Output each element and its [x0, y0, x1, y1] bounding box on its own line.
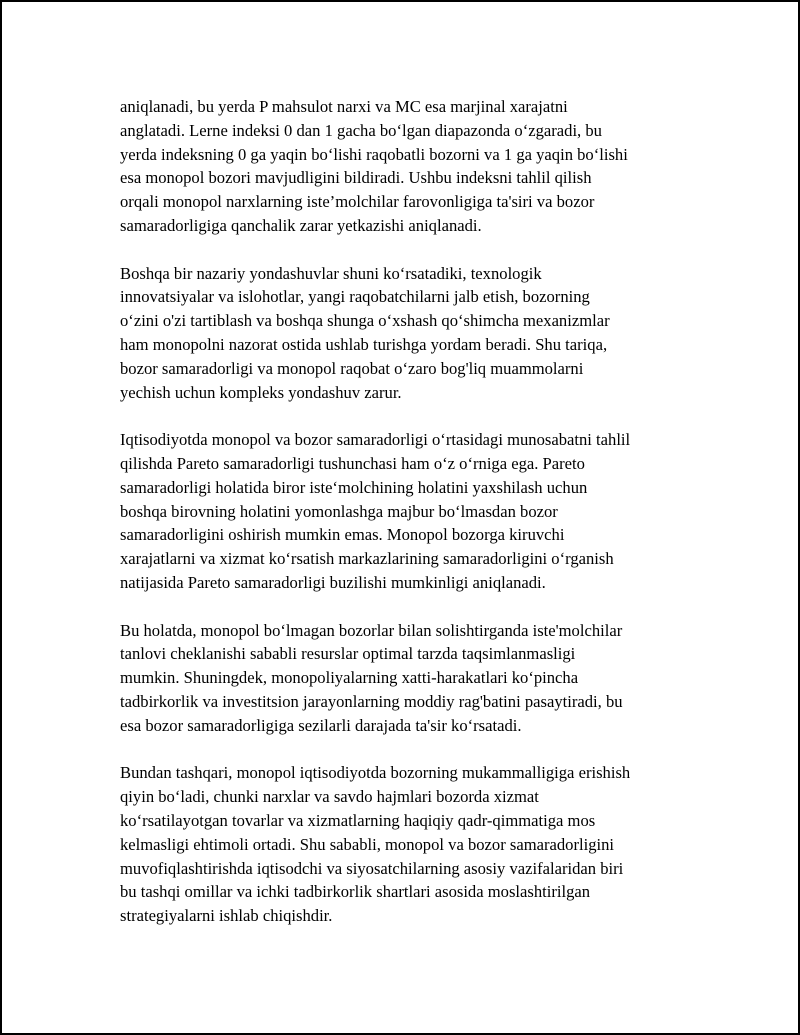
text-line: qiyin bo‘ladi, chunki narxlar va savdo hajmlari bozorda xizmat	[120, 787, 539, 807]
text-line: Iqtisodiyotda monopol va bozor samaradorligi o‘rtasidagi munosabatni tahlil	[120, 430, 631, 450]
text-line: boshqa birovning holatini yomonlashga majbur bo‘lmasdan bozor	[120, 501, 558, 521]
text-line: kelmasligi ehtimoli ortadi. Shu sababli, monopol va bozor samaradorligini	[120, 834, 615, 854]
text-line: aniqlanadi, bu yerda P mahsulot narxi va MC esa marjinal xarajatni	[120, 97, 568, 116]
text-line: samaradorligini oshirish mumkin emas. Monopol bozorga kiruvchi	[120, 525, 565, 545]
paragraph-1	[120, 95, 706, 238]
text-line: qilishda Pareto samaradorligi tushunchasi ham o‘z o‘rniga ega. Pareto	[120, 453, 585, 473]
text-line: o‘zini o'zi tartiblash va boshqa shunga o‘xshash qo‘shimcha mexanizmlar	[120, 311, 610, 331]
text-line: strategiyalarni ishlab chiqishdir.	[120, 906, 333, 926]
text-line: ko‘rsatilayotgan tovarlar va xizmatlarning haqiqiy qadr-qimmatiga mos	[120, 810, 596, 830]
text-line: Boshqa bir nazariy yondashuvlar shuni ko‘rsatadiki, texnologik	[120, 263, 542, 283]
text-line: tadbirkorlik va investitsion jarayonlarning moddiy rag'batini pasaytiradi, bu	[120, 691, 623, 711]
text-line: yerda indeksning 0 ga yaqin bo‘lishi raqobatli bozorni va 1 ga yaqin bo‘lishi	[120, 144, 628, 164]
text-line: Bundan tashqari, monopol iqtisodiyotda bozorning mukammalligiga erishish	[120, 763, 631, 783]
text-line: samaradorligiga qanchalik zarar yetkazishi aniqlanadi.	[120, 215, 482, 235]
text-line: bu tashqi omillar va ichki tadbirkorlik shartlari asosida moslashtirilgan	[120, 882, 591, 902]
text-line: natijasida Pareto samaradorligi buzilishi mumkinligi aniqlanadi.	[120, 572, 546, 592]
paragraph-3	[120, 428, 706, 595]
text-line: tanlovi cheklanishi sababli resurslar optimal tarzda taqsimlanmasligi	[120, 644, 576, 664]
text-line: bozor samaradorligi va monopol raqobat o‘zaro bog'liq muammolarni	[120, 358, 584, 378]
text-line: xarajatlarni va xizmat ko‘rsatish markazlarining samaradorligini o‘rganish	[120, 549, 614, 569]
paragraph-5	[120, 761, 706, 928]
paragraph-2	[120, 262, 706, 405]
text-line: mumkin. Shuningdek, monopoliyalarning xatti-harakatlari ko‘pincha	[120, 668, 579, 688]
text-line: orqali monopol narxlarning iste’molchilar farovonligiga ta'siri va bozor	[120, 192, 595, 212]
document-body	[120, 95, 706, 952]
text-line: esa monopol bozori mavjudligini bildiradi. Ushbu indeksni tahlil qilish	[120, 168, 592, 188]
text-line: esa bozor samaradorligiga sezilarli darajada ta'sir ko‘rsatadi.	[120, 715, 522, 735]
text-line: muvofiqlashtirishda iqtisodchi va siyosatchilarning asosiy vazifalaridan biri	[120, 858, 624, 878]
paragraph-4	[120, 619, 706, 738]
text-line: innovatsiyalar va islohotlar, yangi raqobatchilarni jalb etish, bozorning	[120, 287, 590, 307]
text-line: ham monopolni nazorat ostida ushlab turishga yordam beradi. Shu tariqa,	[120, 334, 608, 354]
text-line: Bu holatda, monopol bo‘lmagan bozorlar bilan solishtirganda iste'molchilar	[120, 620, 623, 640]
text-line: anglatadi. Lerne indeksi 0 dan 1 gacha bo‘lgan diapazonda o‘zgaradi, bu	[120, 120, 602, 140]
text-line: yechish uchun kompleks yondashuv zarur.	[120, 382, 402, 402]
text-line: samaradorligi holatida biror iste‘molchining holatini yaxshilash uchun	[120, 477, 588, 497]
